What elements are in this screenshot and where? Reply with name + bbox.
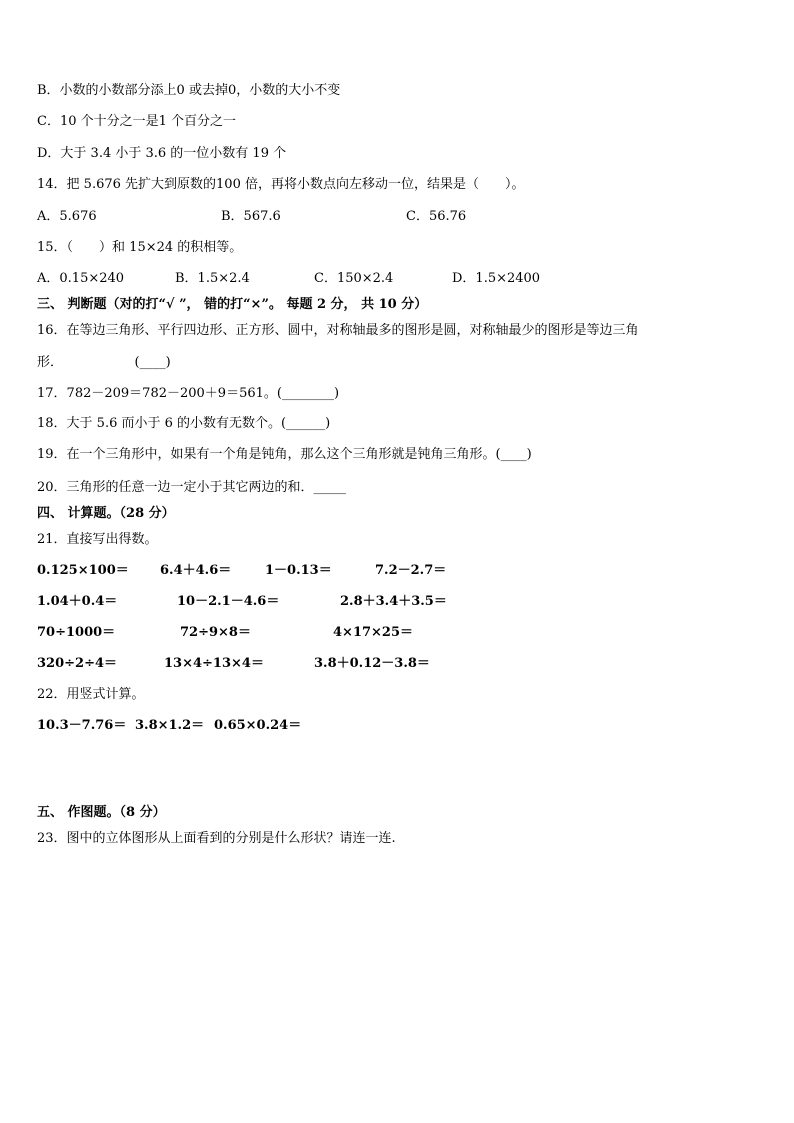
option-d-line: D．大于 3.4 小于 3.6 的一位小数有 19 个 [37, 146, 287, 161]
section-5-heading: 五、 作图题。（8 分） [37, 805, 166, 820]
question-16-line2: 形． (____) [37, 355, 171, 370]
question-14: 14．把 5.676 先扩大到原数的100 倍，再将小数点向左移动一位，结果是（ ）。 [37, 177, 525, 192]
q21-item: 6.4＋4.6＝ [160, 563, 232, 578]
question-20: 20．三角形的任意一边一定小于其它两边的和．_____ [37, 480, 347, 495]
question-21: 21．直接写出得数。 [37, 532, 158, 547]
q21-item: 3.8＋0.12－3.8＝ [314, 656, 430, 671]
q21-item: 0.125×100＝ [37, 563, 129, 578]
q21-item: 13×4÷13×4＝ [164, 656, 264, 671]
q21-item: 70÷1000＝ [37, 625, 116, 640]
q22-item: 0.65×0.24＝ [214, 718, 302, 733]
section-3-heading: 三、 判断题（对的打“√ ”， 错的打“×”。 每题 2 分， 共 10 分） [37, 297, 428, 312]
q15-option-a: A．0.15×240 [37, 271, 125, 286]
section-4-heading: 四、 计算题。（28 分） [37, 506, 175, 521]
question-19: 19．在一个三角形中，如果有一个角是钝角，那么这个三角形就是钝角三角形。(____) [37, 447, 532, 462]
q22-item: 10.3－7.76＝ [37, 718, 127, 733]
question-23: 23．图中的立体图形从上面看到的分别是什么形状？请连一连. [37, 831, 396, 846]
q15-option-c: C．150×2.4 [314, 271, 394, 286]
q15-option-d: D．1.5×2400 [452, 271, 541, 286]
q21-item: 1－0.13＝ [265, 563, 332, 578]
q14-option-a: A．5.676 [37, 209, 97, 224]
q21-item: 72÷9×8＝ [180, 625, 251, 640]
q14-option-b: B．567.6 [221, 209, 281, 224]
question-22: 22．用竖式计算。 [37, 687, 145, 702]
q21-item: 2.8＋3.4＋3.5＝ [340, 594, 447, 609]
q21-item: 10－2.1－4.6＝ [177, 594, 280, 609]
question-15: 15．（ ）和 15×24 的积相等。 [37, 240, 243, 255]
option-c-line: C．10 个十分之一是1 个百分之一 [37, 114, 237, 129]
q14-option-c: C．56.76 [406, 209, 467, 224]
q21-item: 7.2－2.7＝ [375, 563, 447, 578]
q21-item: 1.04＋0.4＝ [37, 594, 118, 609]
question-17: 17．782－209＝782－200＋9＝561。(________) [37, 386, 340, 401]
q22-item: 3.8×1.2＝ [135, 718, 205, 733]
option-b-line: B．小数的小数部分添上0 或去掉0，小数的大小不变 [37, 83, 341, 98]
question-16-line1: 16．在等边三角形、平行四边形、正方形、圆中，对称轴最多的图形是圆，对称轴最少的图形是等边三角 [37, 323, 639, 338]
q15-option-b: B．1.5×2.4 [175, 271, 250, 286]
q21-item: 4×17×25＝ [333, 625, 414, 640]
q21-item: 320÷2÷4＝ [37, 656, 118, 671]
question-18: 18．大于 5.6 而小于 6 的小数有无数个。(______) [37, 416, 331, 431]
